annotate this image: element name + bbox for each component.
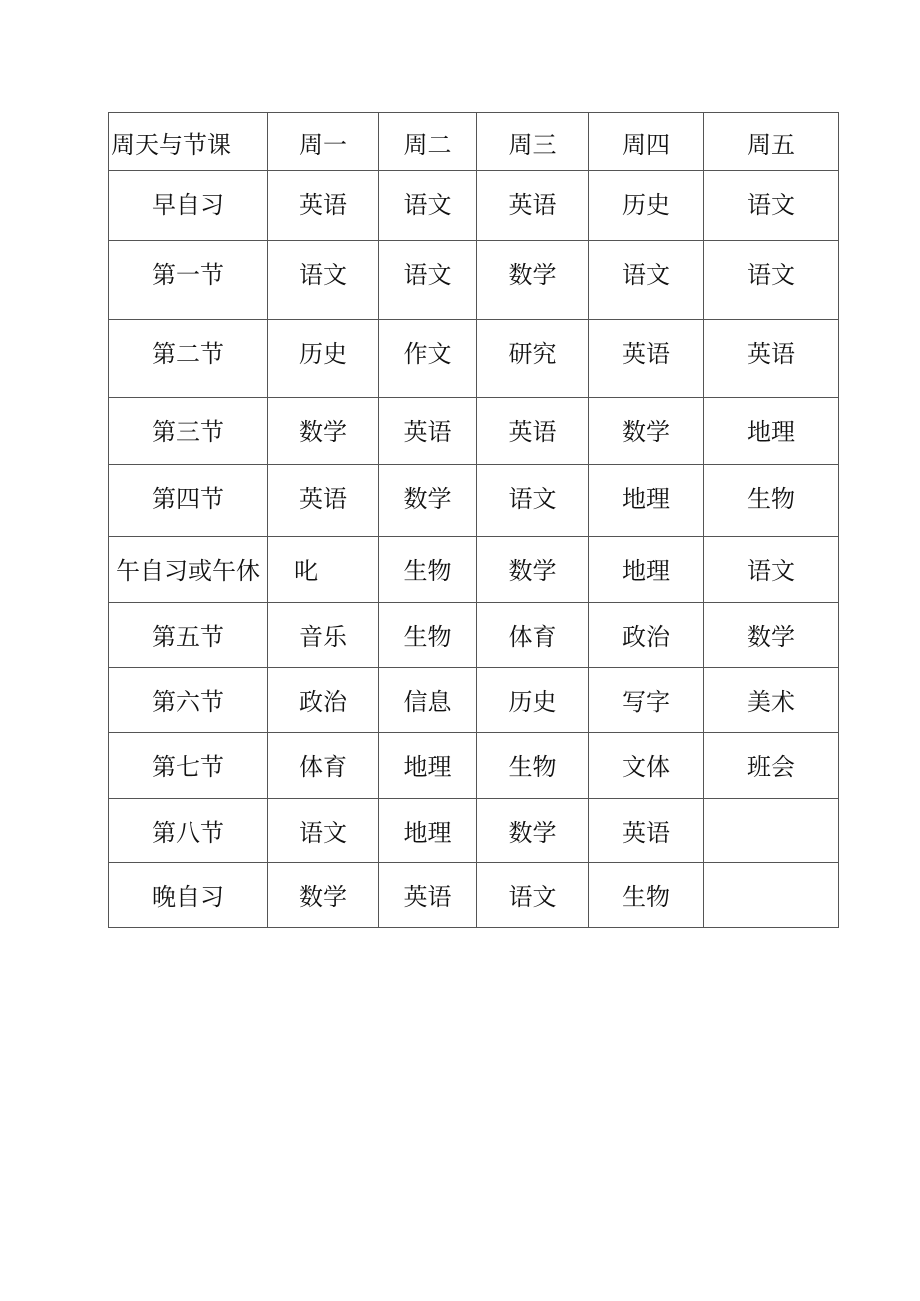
table-cell: 班会 bbox=[704, 733, 839, 799]
table-cell: 语文 bbox=[379, 241, 477, 320]
header-cell-tuesday: 周二 bbox=[379, 113, 477, 171]
header-cell-wednesday: 周三 bbox=[477, 113, 589, 171]
period-label-cell: 第七节 bbox=[109, 733, 268, 799]
timetable bbox=[108, 112, 839, 928]
header-row bbox=[109, 113, 839, 171]
period-label-cell: 第四节 bbox=[109, 465, 268, 537]
table-cell: 历史 bbox=[268, 320, 379, 398]
table-cell: 数学 bbox=[268, 863, 379, 928]
period-label-cell: 早自习 bbox=[109, 171, 268, 241]
table-cell: 英语 bbox=[268, 465, 379, 537]
table-cell: 作文 bbox=[379, 320, 477, 398]
table-cell: 政治 bbox=[589, 603, 704, 668]
header-cell-thursday: 周四 bbox=[589, 113, 704, 171]
table-cell: 美术 bbox=[704, 668, 839, 733]
table-row bbox=[109, 733, 839, 799]
period-label-cell: 午自习或午休 bbox=[109, 537, 268, 603]
table-cell: 生物 bbox=[704, 465, 839, 537]
table-cell: 写字 bbox=[589, 668, 704, 733]
table-cell: 历史 bbox=[477, 668, 589, 733]
header-cell-monday: 周一 bbox=[268, 113, 379, 171]
table-cell: 英语 bbox=[477, 398, 589, 465]
table-cell: 英语 bbox=[379, 398, 477, 465]
period-label-cell: 第五节 bbox=[109, 603, 268, 668]
table-cell: 文体 bbox=[589, 733, 704, 799]
table-cell: 语文 bbox=[379, 171, 477, 241]
table-cell: 英语 bbox=[589, 320, 704, 398]
table-cell: 生物 bbox=[379, 537, 477, 603]
table-cell: 数学 bbox=[268, 398, 379, 465]
table-cell: 地理 bbox=[589, 465, 704, 537]
header-cell-period: 周天与节课 bbox=[109, 113, 268, 171]
table-cell: 数学 bbox=[704, 603, 839, 668]
table-row bbox=[109, 863, 839, 928]
table-cell: 语文 bbox=[477, 863, 589, 928]
period-label-cell: 第八节 bbox=[109, 799, 268, 863]
table-row bbox=[109, 171, 839, 241]
table-cell bbox=[704, 863, 839, 928]
period-label-cell: 第六节 bbox=[109, 668, 268, 733]
table-row bbox=[109, 603, 839, 668]
table-cell: 语文 bbox=[268, 241, 379, 320]
table-cell: 语文 bbox=[477, 465, 589, 537]
table-cell: 语文 bbox=[704, 241, 839, 320]
table-cell bbox=[704, 799, 839, 863]
period-label-cell: 第三节 bbox=[109, 398, 268, 465]
table-cell: 数学 bbox=[589, 398, 704, 465]
table-cell: 地理 bbox=[379, 733, 477, 799]
period-label-cell: 晚自习 bbox=[109, 863, 268, 928]
table-cell: 语文 bbox=[589, 241, 704, 320]
table-cell: 生物 bbox=[379, 603, 477, 668]
table-cell: 数学 bbox=[477, 799, 589, 863]
table-cell: 语文 bbox=[704, 171, 839, 241]
table-row bbox=[109, 320, 839, 398]
table-cell: 信息 bbox=[379, 668, 477, 733]
table-cell: 数学 bbox=[477, 537, 589, 603]
table-cell: 体育 bbox=[477, 603, 589, 668]
table-cell: 语文 bbox=[268, 799, 379, 863]
table-cell: 生物 bbox=[589, 863, 704, 928]
table-cell: 语文 bbox=[704, 537, 839, 603]
table-cell: 叱 bbox=[268, 537, 379, 603]
table-cell: 地理 bbox=[589, 537, 704, 603]
table-cell: 体育 bbox=[268, 733, 379, 799]
table-row bbox=[109, 668, 839, 733]
table-cell: 音乐 bbox=[268, 603, 379, 668]
table-cell: 生物 bbox=[477, 733, 589, 799]
table-cell: 数学 bbox=[379, 465, 477, 537]
table-cell: 地理 bbox=[704, 398, 839, 465]
table-cell: 地理 bbox=[379, 799, 477, 863]
header-cell-friday: 周五 bbox=[704, 113, 839, 171]
table-cell: 研究 bbox=[477, 320, 589, 398]
table-cell: 英语 bbox=[704, 320, 839, 398]
table-cell: 英语 bbox=[589, 799, 704, 863]
table-row bbox=[109, 241, 839, 320]
table-cell: 数学 bbox=[477, 241, 589, 320]
table-row bbox=[109, 465, 839, 537]
table-cell: 历史 bbox=[589, 171, 704, 241]
table-cell: 政治 bbox=[268, 668, 379, 733]
table-row bbox=[109, 537, 839, 603]
table-cell: 英语 bbox=[477, 171, 589, 241]
table-cell: 英语 bbox=[268, 171, 379, 241]
period-label-cell: 第一节 bbox=[109, 241, 268, 320]
period-label-cell: 第二节 bbox=[109, 320, 268, 398]
table-cell: 英语 bbox=[379, 863, 477, 928]
table-row bbox=[109, 799, 839, 863]
table-row bbox=[109, 398, 839, 465]
